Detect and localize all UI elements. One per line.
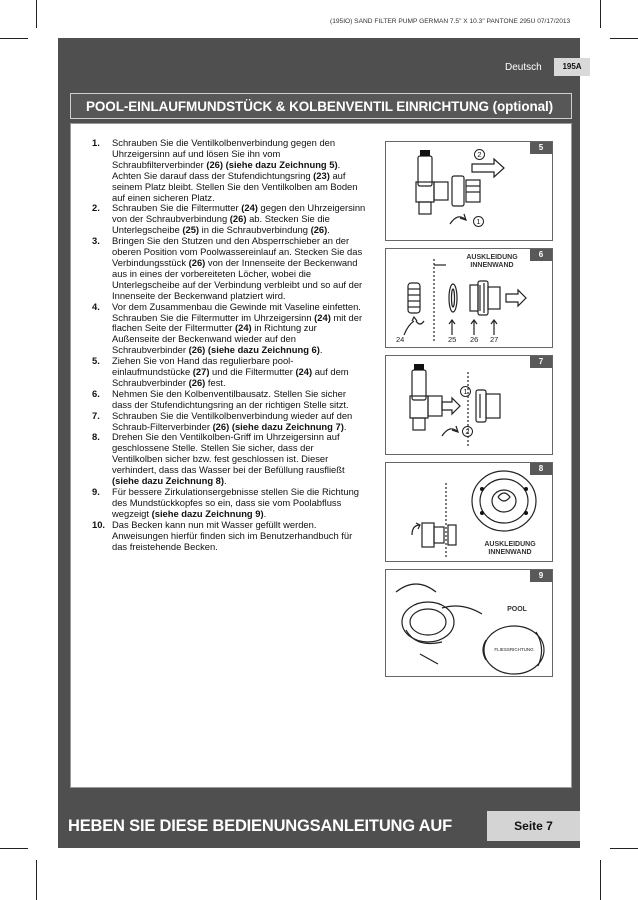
step-text: Das Becken kann nun mit Wasser gefüllt werden. Anweisungen hierfür finden sich im Benutzerhandbuch für das freistehende Becken. xyxy=(112,518,353,552)
crop-mark xyxy=(600,860,601,900)
step-text: Schrauben Sie die Ventilkolbenverbindung wieder auf den Schraub-Filterverbinder xyxy=(112,409,353,432)
step-text: und die Filtermutter xyxy=(209,366,296,378)
instruction-step xyxy=(70,138,366,203)
step-text: gegen den Uhrzeigersinn von der Schraubverbindung xyxy=(112,202,366,225)
crop-mark xyxy=(610,848,638,849)
model-tag: 195A xyxy=(554,58,590,76)
step-text: (26) xyxy=(229,213,247,225)
step-text: (24) xyxy=(314,311,331,323)
instruction-step xyxy=(70,203,366,236)
figure-5 xyxy=(385,141,553,241)
instruction-list xyxy=(70,138,366,552)
pool-label: POOL xyxy=(507,606,527,613)
step-text: ab. Stecken Sie die Unterlegscheibe xyxy=(112,213,330,236)
figure-number: 6 xyxy=(530,249,552,261)
step-text: (26) (siehe dazu Zeichnung 6) xyxy=(188,344,320,356)
crop-mark xyxy=(610,38,638,39)
step-text: (24) xyxy=(234,322,252,334)
step-text: auf seinem Platz bleibt. Stellen Sie den Ventilkolben am Boden auf einen sicheren Platz. xyxy=(112,169,358,203)
page-number: Seite 7 xyxy=(487,811,580,841)
step-text: Nehmen Sie den Kolbenventilbausatz. Stellen Sie sicher dass der Stufendichtungsring an der richtigen Stelle sitzt. xyxy=(112,387,349,410)
figure-number: 8 xyxy=(530,463,552,475)
step-text: . xyxy=(224,475,227,487)
step-text: (25) xyxy=(182,224,200,236)
figure-7 xyxy=(385,355,553,455)
liner-label: AUSKLEIDUNG INNENWAND xyxy=(484,541,536,556)
part-24: 24 xyxy=(396,335,405,344)
step-text: . xyxy=(327,224,330,236)
crop-mark xyxy=(0,848,28,849)
figure-8 xyxy=(385,462,553,562)
callout-2: 2 xyxy=(474,149,485,160)
step-text: (24) xyxy=(241,202,258,214)
step-number: 10. xyxy=(92,518,106,530)
part-26: 26 xyxy=(470,335,479,344)
step-text: (26) xyxy=(188,376,206,388)
figure-5-drawing xyxy=(386,142,553,241)
step-text: . xyxy=(343,420,347,432)
callout-2: 2 xyxy=(462,426,473,437)
step-text: (26) (siehe dazu Zeichnung 7) xyxy=(212,420,344,432)
crop-mark xyxy=(36,860,37,900)
step-text: (26) (siehe dazu Zeichnung 5) xyxy=(206,158,338,170)
language-label: Deutsch xyxy=(505,62,542,73)
step-text: (23) xyxy=(313,169,330,181)
part-25: 25 xyxy=(448,335,457,344)
instruction-step xyxy=(70,389,366,411)
figure-9 xyxy=(385,569,553,677)
step-text: . xyxy=(319,344,323,356)
callout-1: 1 xyxy=(460,386,471,397)
step-text: (27) xyxy=(192,366,210,378)
step-number: 9. xyxy=(92,486,100,497)
step-number: 7. xyxy=(92,409,100,421)
instruction-step xyxy=(70,302,366,357)
crop-mark xyxy=(36,0,37,28)
step-text: fest. xyxy=(205,376,226,388)
step-text: (siehe dazu Zeichnung 8) xyxy=(112,475,224,487)
instruction-step xyxy=(70,520,366,553)
step-text: (siehe dazu Zeichnung 9) xyxy=(151,507,264,519)
step-text: Drehen Sie den Ventilkolben-Griff im Uhrzeigersinn auf geschlossene Stelle. Stellen Sie sicher, dass der Ventilkolben sicher bzw. fest geschlossen ist. Dieser verhindert, dass das Wasser bei der Befüllung rausfließt xyxy=(112,431,345,476)
step-text: (26) xyxy=(188,256,206,268)
instruction-step xyxy=(70,236,366,301)
step-number: 4. xyxy=(92,300,100,312)
step-text: Ziehen Sie von Hand das regulierbare pool-einlaufmundstücke xyxy=(112,355,294,378)
print-info: (195IO) SAND FILTER PUMP GERMAN 7.5" X 10.3" PANTONE 295U 07/17/2013 xyxy=(330,18,571,25)
step-text: Schrauben Sie die Filtermutter xyxy=(112,202,242,214)
step-number: 1. xyxy=(92,137,100,148)
step-text: in Richtung zur Außenseite der Beckenwand wieder auf den Schraubverbinder xyxy=(112,322,317,356)
footer-title: HEBEN SIE DIESE BEDIENUNGSANLEITUNG AUF xyxy=(68,817,452,835)
step-number: 6. xyxy=(92,387,100,399)
step-number: 3. xyxy=(92,235,100,247)
figure-7-drawing xyxy=(386,356,553,455)
step-text: . xyxy=(263,507,267,519)
section-title: POOL-EINLAUFMUNDSTÜCK & KOLBENVENTIL EINRICHTUNG (optional) xyxy=(86,99,554,114)
step-text: von der Innenseite der Beckenwand aus in eines der vorbereiteten Löcher, wobei die Unterlegscheibe auf der Verbindung verbleibt und so auf der Innenseite der Beckenwand platziert wird. xyxy=(112,256,363,301)
step-text: . Achten Sie darauf dass der Stufendichtungsring xyxy=(112,158,341,181)
flow-direction-badge: FLIESSRICHTUNG xyxy=(494,647,534,652)
instruction-step xyxy=(70,487,366,520)
step-text: mit der flachen Seite der Filtermutter xyxy=(112,311,363,334)
step-number: 5. xyxy=(92,355,100,367)
step-text: auf dem Schraubverbinder xyxy=(112,366,349,388)
crop-mark xyxy=(0,38,28,39)
callout-1: 1 xyxy=(473,216,484,227)
step-text: in die Schraubverbindung xyxy=(199,224,311,236)
instruction-step xyxy=(70,356,366,389)
figure-number: 7 xyxy=(530,356,552,368)
instruction-step xyxy=(70,432,366,487)
step-text: Bringen Sie den Stutzen und den Absperrschieber an der oberen Position vom Poolwassereinlauf an. Stecken Sie das Verbindungsstück xyxy=(112,235,363,268)
figure-9-drawing xyxy=(386,570,553,677)
step-text: (26) xyxy=(310,224,328,236)
figure-6 xyxy=(385,248,553,348)
instruction-step xyxy=(70,411,366,433)
part-27: 27 xyxy=(490,335,499,344)
step-number: 2. xyxy=(92,202,100,214)
figure-number: 5 xyxy=(530,142,552,154)
step-text: Für bessere Zirkulationsergebnisse stellen Sie die Richtung des Mundstückkopfes so ein, dass sie vom Poolabfluss wegzeigt xyxy=(112,486,360,519)
step-text: (24) xyxy=(295,366,313,378)
step-text: Schrauben Sie die Ventilkolbenverbindung gegen den Uhrzeigersinn auf und lösen Sie ihn vom Schraubfilterverbinder xyxy=(112,137,336,170)
step-text: Vor dem Zusammenbau die Gewinde mit Vaseline einfetten. Schrauben Sie die Filtermutter im Uhrzeigersinn xyxy=(112,300,361,323)
liner-label: AUSKLEIDUNG INNENWAND xyxy=(466,254,518,269)
step-number: 8. xyxy=(92,431,100,443)
figure-number: 9 xyxy=(530,570,552,582)
